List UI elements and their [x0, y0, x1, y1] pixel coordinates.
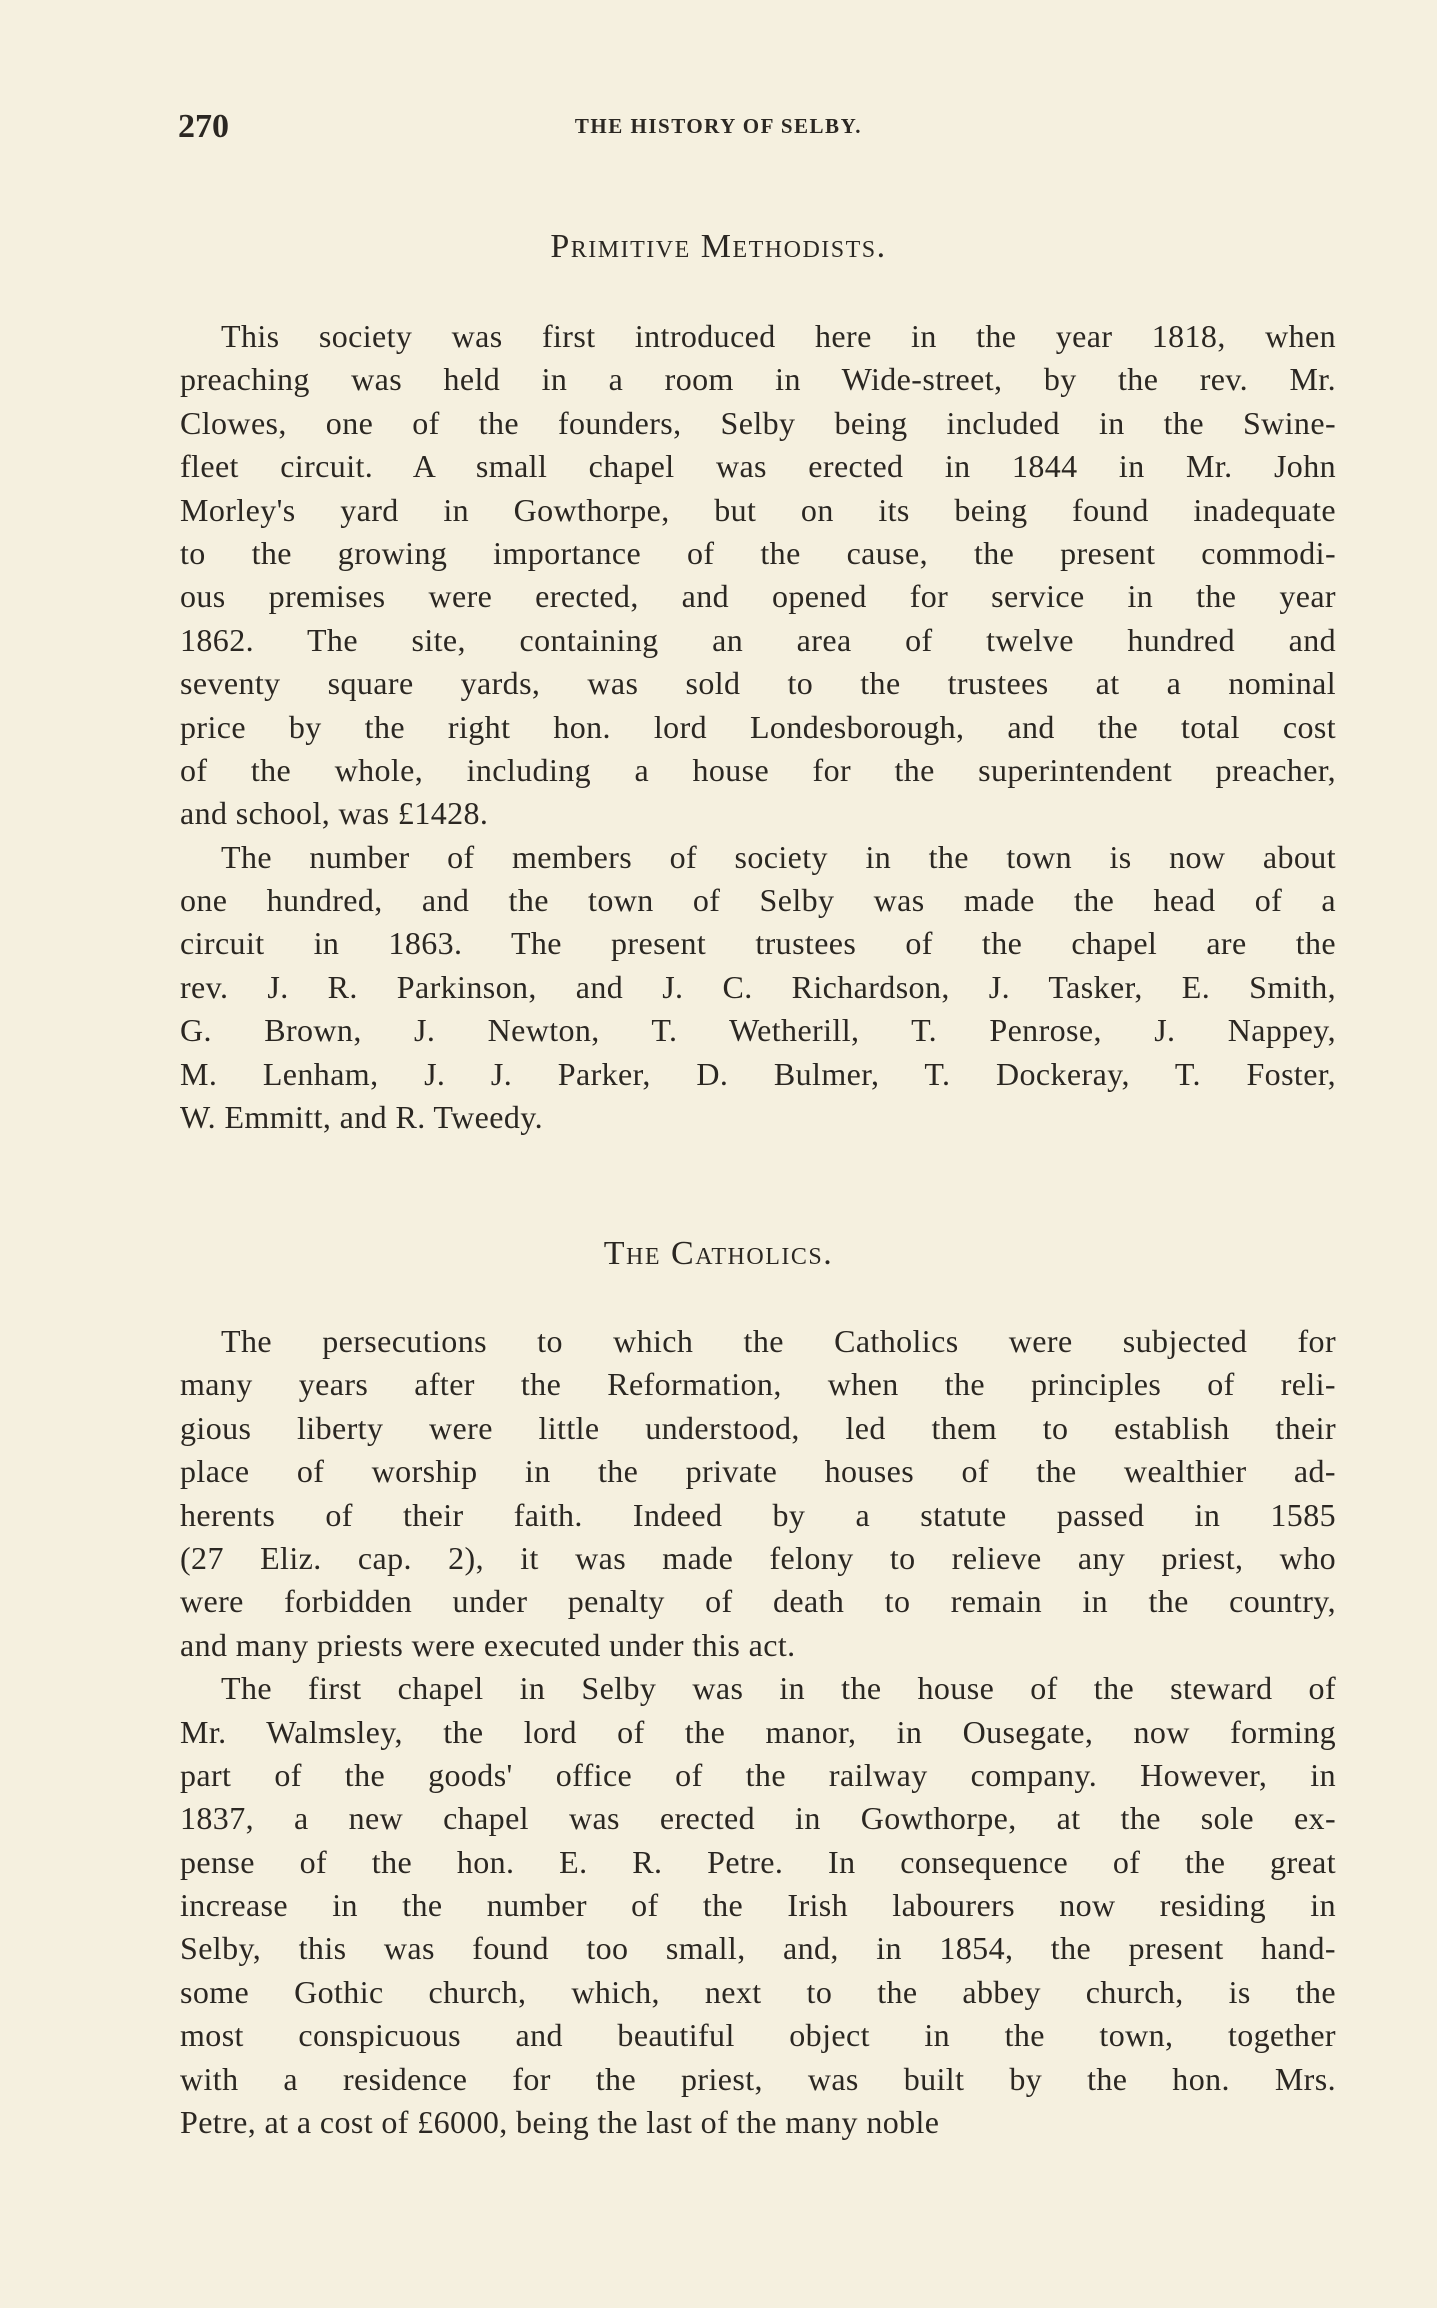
text-line: to the growing importance of the cause, the present commodi-	[180, 534, 1336, 571]
text-line: many years after the Reformation, when the principles of reli-	[180, 1366, 1336, 1403]
text-line: The number of members of society in the town is now about	[221, 838, 1336, 875]
text-line: gious liberty were little understood, led them to establish their	[180, 1409, 1336, 1446]
text-line: were forbidden under penalty of death to remain in the country,	[180, 1583, 1336, 1620]
text-line: one hundred, and the town of Selby was made the head of a	[180, 882, 1336, 919]
text-line: pense of the hon. E. R. Petre. In consequence of the great	[180, 1843, 1336, 1880]
text-line: rev. J. R. Parkinson, and J. C. Richardson, J. Tasker, E. Smith,	[180, 968, 1336, 1005]
text-line: Selby, this was found too small, and, in 1854, the present hand-	[180, 1930, 1336, 1967]
text-line: seventy square yards, was sold to the trustees at a nominal	[180, 665, 1336, 702]
text-line: 1837, a new chapel was erected in Gowthorpe, at the sole ex-	[180, 1800, 1336, 1837]
running-title: THE HISTORY OF SELBY.	[574, 114, 863, 138]
text-line: increase in the number of the Irish labourers now residing in	[180, 1887, 1336, 1924]
text-line: of the whole, including a house for the superintendent preacher,	[180, 751, 1336, 788]
paragraph	[180, 1320, 1336, 1667]
text-line: 1862. The site, containing an area of twelve hundred and	[180, 621, 1336, 658]
section-body-primitive-methodists	[180, 315, 1336, 1139]
text-line: Morley's yard in Gowthorpe, but on its being found inadequate	[180, 491, 1336, 528]
text-line: with a residence for the priest, was built by the hon. Mrs.	[180, 2060, 1336, 2097]
text-line: price by the right hon. lord Londesborough, and the total cost	[180, 708, 1336, 745]
text-line: fleet circuit. A small chapel was erected in 1844 in Mr. John	[180, 448, 1336, 485]
text-line: Mr. Walmsley, the lord of the manor, in Ousegate, now forming	[180, 1713, 1336, 1750]
text-line: and many priests were executed under this act.	[180, 1626, 796, 1663]
text-line: part of the goods' office of the railway company. However, in	[180, 1756, 1336, 1793]
text-line: most conspicuous and beautiful object in the town, together	[180, 2017, 1336, 2054]
paragraph	[180, 315, 1336, 836]
text-line: M. Lenham, J. J. Parker, D. Bulmer, T. Dockeray, T. Foster,	[180, 1055, 1336, 1092]
section-body-catholics	[180, 1320, 1336, 2144]
text-line: W. Emmitt, and R. Tweedy.	[180, 1099, 543, 1136]
text-line: The first chapel in Selby was in the house of the steward of	[221, 1670, 1336, 1707]
section-title-catholics: The Catholics.	[603, 1235, 834, 1272]
text-line: This society was first introduced here in the year 1818, when	[221, 318, 1336, 354]
page-number: 270	[178, 108, 229, 145]
text-line: preaching was held in a room in Wide-street, by the rev. Mr.	[180, 361, 1336, 398]
text-line: (27 Eliz. cap. 2), it was made felony to relieve any priest, who	[180, 1539, 1336, 1576]
paragraph	[180, 1667, 1336, 2144]
paragraph	[180, 836, 1336, 1140]
text-line: herents of their faith. Indeed by a statute passed in 1585	[180, 1496, 1336, 1533]
section-title-primitive-methodists: Primitive Methodists.	[550, 228, 887, 265]
text-line: Petre, at a cost of £6000, being the last of the many noble	[180, 2104, 940, 2141]
text-line: some Gothic church, which, next to the abbey church, is the	[180, 1973, 1336, 2010]
text-line: The persecutions to which the Catholics were subjected for	[221, 1323, 1336, 1359]
text-line: Clowes, one of the founders, Selby being included in the Swine-	[180, 404, 1336, 441]
text-line: circuit in 1863. The present trustees of the chapel are the	[180, 925, 1336, 962]
text-line: place of worship in the private houses of the wealthier ad-	[180, 1453, 1336, 1490]
text-line: G. Brown, J. Newton, T. Wetherill, T. Penrose, J. Nappey,	[180, 1012, 1336, 1049]
text-line: and school, was £1428.	[180, 795, 489, 832]
text-line: ous premises were erected, and opened for service in the year	[180, 578, 1336, 615]
